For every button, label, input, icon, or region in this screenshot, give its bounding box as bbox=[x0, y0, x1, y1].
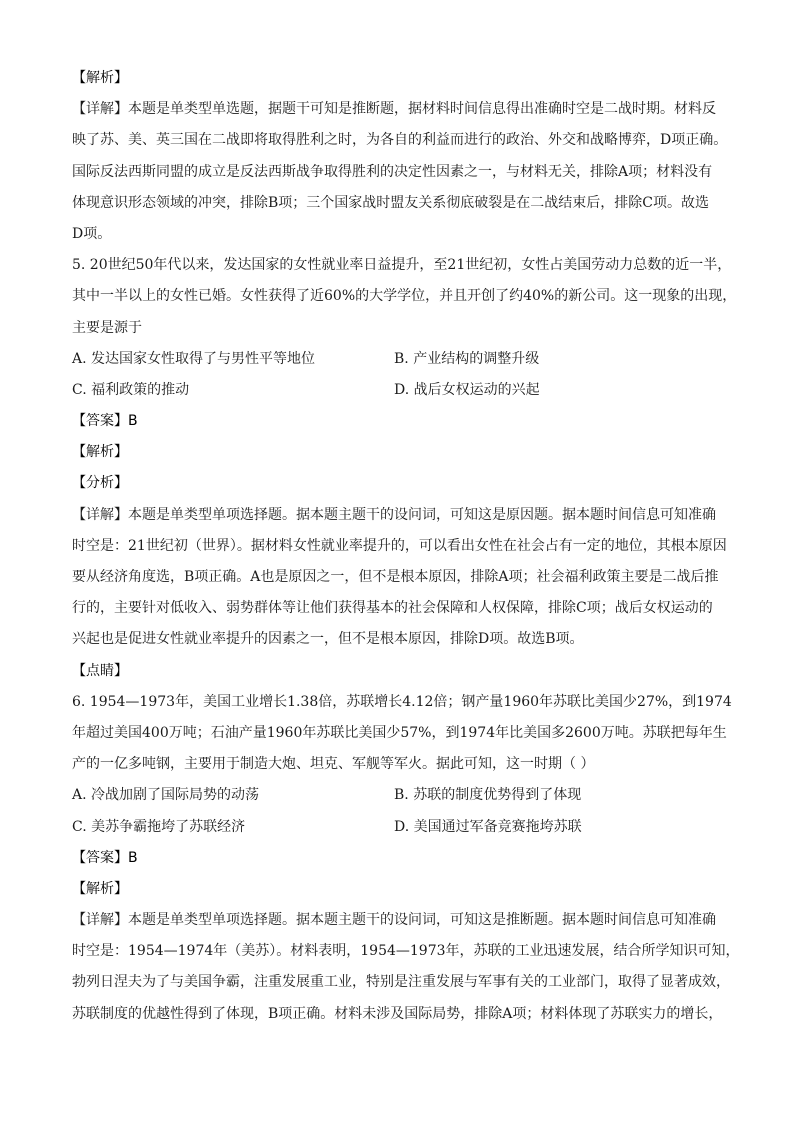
text-line: 其中一半以上的女性已婚。女性获得了近60%的大学学位，并且开创了约40%的新公司。这一现象的出现， bbox=[72, 288, 737, 305]
answer-options-row bbox=[72, 780, 734, 811]
section-tag: 【解析】 bbox=[72, 880, 128, 897]
section-tag: 【答案】B bbox=[72, 413, 138, 430]
answer-options-row bbox=[72, 375, 734, 406]
text-line: 产的一亿多吨钢，主要用于制造大炮、坦克、军舰等军火。据此可知，这一时期（ ） bbox=[72, 756, 595, 773]
text-line: 国际反法西斯同盟的成立是反法西斯战争取得胜利的决定性因素之一，与材料无关，排除A项；材料没有 bbox=[72, 163, 713, 180]
section-tag: 【解析】 bbox=[72, 444, 128, 461]
text-line: 时空是：1954—1974年（美苏）。材料表明，1954—1973年，苏联的工业迅速发展，结合所学知识可知， bbox=[72, 943, 740, 960]
answer-options-row bbox=[72, 812, 734, 843]
text-line: 苏联制度的优越性得到了体现，B项正确。材料未涉及国际局势，排除A项；材料体现了苏联实力的增长， bbox=[72, 1005, 723, 1022]
text-line: 时空是：21世纪初（世界）。据材料女性就业率提升的，可以看出女性在社会占有一定的地位，其根本原因 bbox=[72, 537, 727, 554]
text-line: D项。 bbox=[72, 225, 112, 242]
text-line: 6. 1954—1973年，美国工业增长1.38倍，苏联增长4.12倍；钢产量1960年苏联比美国少27%，到1974 bbox=[72, 693, 732, 710]
section-tag: 【点睛】 bbox=[72, 662, 128, 679]
option-right: D. 战后女权运动的兴起 bbox=[394, 381, 540, 398]
document-page bbox=[72, 63, 740, 1030]
option-left: A. 冷战加剧了国际局势的动荡 bbox=[72, 787, 260, 804]
option-left: A. 发达国家女性取得了与男性平等地位 bbox=[72, 350, 316, 367]
text-line: 【详解】本题是单类型单项选择题。据本题主题干的设问词，可知这是推断题。据本题时间信息可知准确 bbox=[72, 912, 716, 929]
text-line: 勃列日涅夫为了与美国争霸，注重发展重工业，特别是注重发展与军事有关的工业部门，取得了显著成效， bbox=[72, 974, 730, 991]
text-line: 【详解】本题是单类型单选题，据题干可知是推断题，据材料时间信息得出准确时空是二战时期。材料反 bbox=[72, 101, 716, 118]
text-line: 映了苏、美、英三国在二战即将取得胜利之时，为各自的利益而进行的政治、外交和战略博弈，D项正确。 bbox=[72, 132, 728, 149]
option-left: C. 福利政策的推动 bbox=[72, 381, 190, 398]
text-line: 5. 20世纪50年代以来，发达国家的女性就业率日益提升，至21世纪初，女性占美国劳动力总数的近一半， bbox=[72, 257, 732, 274]
option-right: B. 产业结构的调整升级 bbox=[394, 350, 540, 367]
section-tag: 【解析】 bbox=[72, 70, 128, 86]
text-line: 主要是源于 bbox=[72, 319, 142, 336]
option-left: C. 美苏争霸拖垮了苏联经济 bbox=[72, 818, 246, 835]
text-line: 要从经济角度选，B项正确。A也是原因之一，但不是根本原因，排除A项；社会福利政策主要是二战后推 bbox=[72, 569, 719, 585]
text-line: 兴起也是促进女性就业率提升的因素之一，但不是根本原因，排除D项。故选B项。 bbox=[72, 631, 584, 648]
text-line: 行的，主要针对低收入、弱势群体等让他们获得基本的社会保障和人权保障，排除C项；战后女权运动的 bbox=[72, 600, 713, 617]
section-tag: 【分析】 bbox=[72, 475, 128, 492]
text-line: 年超过美国400万吨；石油产量1960年苏联比美国少57%，到1974年比美国多2600万吨。苏联把每年生 bbox=[72, 724, 727, 741]
text-line: 体现意识形态领域的冲突，排除B项；三个国家战时盟友关系彻底破裂是在二战结束后，排除C项。故选 bbox=[72, 194, 709, 211]
section-tag: 【答案】B bbox=[72, 849, 138, 866]
text-line: 【详解】本题是单类型单项选择题。据本题主题干的设问词，可知这是原因题。据本题时间信息可知准确 bbox=[72, 506, 716, 523]
answer-options-row bbox=[72, 344, 734, 375]
option-right: D. 美国通过军备竞赛拖垮苏联 bbox=[394, 818, 582, 835]
option-right: B. 苏联的制度优势得到了体现 bbox=[394, 787, 582, 804]
